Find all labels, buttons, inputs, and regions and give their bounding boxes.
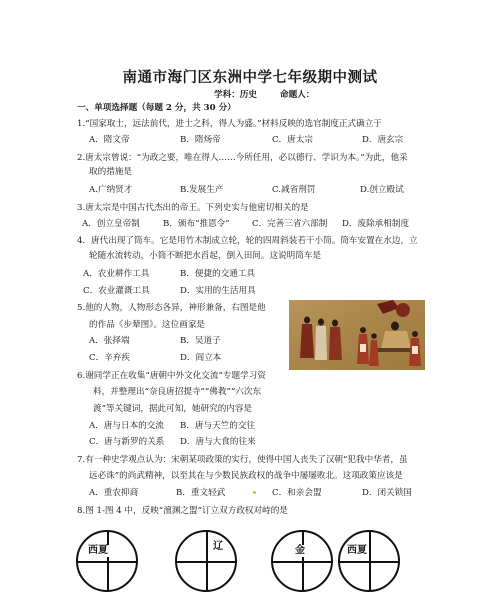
question-4-option-c: C．农业灌溉工具 (83, 286, 150, 296)
question-8-text: 8.图 1-图 4 中，反映“澶渊之盟”订立双方政权对峙的是 (77, 506, 288, 516)
figure-1-label: 西夏 (88, 545, 108, 556)
question-2-text-line1: 2.唐太宗曾说：“为政之要，唯在得人……今所任用，必以德行、学识为本。”为此，他采 (77, 153, 408, 163)
question-2-text-line2: 取的措施是 (89, 167, 132, 177)
subject-label: 学科：历史 (214, 90, 257, 100)
question-3-option-c: C．完善三省六部制 (252, 219, 328, 229)
question-7-option-b: B．重文轻武 (176, 488, 226, 498)
question-6-option-b: B．唐与天竺的交往 (180, 421, 256, 431)
question-5-option-c: C．辛弃疾 (89, 353, 130, 363)
figure-2-diagram (175, 530, 237, 592)
figure-2-label: 辽 (213, 541, 223, 552)
bunian-painting-image (289, 300, 425, 370)
question-7-option-a: A．重农抑商 (89, 488, 139, 498)
question-1-option-c: C．唐太宗 (272, 135, 313, 145)
question-4-text-line1: 4．唐代出现了筒车。它是用竹木制成立轮，轮的四周斜装若干小筒。筒车安置在水边，立 (77, 236, 418, 246)
question-5-option-b: B．吴道子 (180, 336, 221, 346)
question-6-option-c: C．唐与新罗的关系 (89, 437, 165, 447)
question-3-option-d: D．废除承相制度 (342, 219, 410, 229)
question-7-option-d: D．闭关锁国 (362, 488, 412, 498)
question-6-text-line2: 料，并整理出“奈良唐招提寺”“佛教”“六次东 (93, 387, 262, 397)
question-4-option-d: D．实用的生活用具 (180, 286, 256, 296)
question-7-text-line1: 7.有一种史学观点认为：宋朝某项政策的实行，使得中国人丧失了汉朝“犯我中华者，虽 (77, 455, 408, 465)
question-2-option-a: A.广纳贤才 (89, 185, 133, 195)
question-6-option-d: D．唐与大食的往来 (180, 437, 256, 447)
painting-svg (289, 300, 425, 370)
question-2-option-b: B.发展生产 (180, 185, 224, 195)
figure-3-diagram (271, 530, 333, 592)
figure-4-label: 西夏 (347, 545, 367, 556)
painting-figure-left (300, 317, 342, 361)
yellow-dot-mark (253, 491, 256, 494)
section-heading: 一、单项选择题（每题 2 分，共 30 分） (77, 103, 236, 113)
question-4-option-b: B．便捷的交通工具 (180, 269, 256, 279)
question-3-option-a: A．创立皇帝制 (82, 219, 140, 229)
question-6-text-line3: 渡”等关键词，据此可知，她研究的内容是 (93, 404, 253, 414)
question-1-text: 1.“国家取士，远法前代，进士之科，得人为盛。”材料反映的选官制度正式确立于 (77, 119, 382, 129)
question-6-option-a: A．唐与日本的交流 (89, 421, 164, 431)
question-1-option-b: B．隋炀帝 (180, 135, 221, 145)
exam-title: 南通市海门区东洲中学七年级期中测试 (122, 69, 378, 86)
question-7-text-line2: 远必诛”的尚武精神，以至其在与少数民族政权的战争中屡屡败北。这项政策应该是 (89, 471, 403, 481)
figure-3-label: 金 (295, 545, 305, 556)
question-5-text-line2: 的作品《步辇图》。这位画家是 (89, 320, 206, 330)
question-5-option-a: A．张择端 (89, 336, 130, 346)
question-2-option-d: D.创立殿试 (360, 185, 404, 195)
question-4-text-line2: 轮随水流转动，小筒不断把水舀起，倒入田间。这说明筒车是 (89, 251, 322, 261)
question-3-option-b: B．颁布“推恩令” (163, 219, 230, 229)
question-3-text: 3.唐太宗是中国古代杰出的帝王。下列史实与他密切相关的是 (77, 203, 309, 213)
question-5-text-line1: 5.他的人物，人物形态各异，神形兼备，右图是他 (77, 303, 266, 313)
question-6-text-line1: 6.谢同学正在收集“唐朝中外文化交流”专题学习资 (77, 371, 266, 381)
question-1-option-d: D．唐玄宗 (362, 135, 404, 145)
question-1-option-a: A．隋文帝 (89, 135, 130, 145)
author-label: 命题人： (280, 90, 315, 100)
question-5-option-d: D．阎立本 (180, 353, 222, 363)
figure-4-diagram (338, 530, 400, 592)
question-4-option-a: A．农业耕作工具 (83, 269, 150, 279)
figure-1-diagram (76, 530, 138, 592)
question-2-option-c: C.减省刑罚 (272, 185, 316, 195)
question-7-option-c: C．和亲会盟 (272, 488, 322, 498)
